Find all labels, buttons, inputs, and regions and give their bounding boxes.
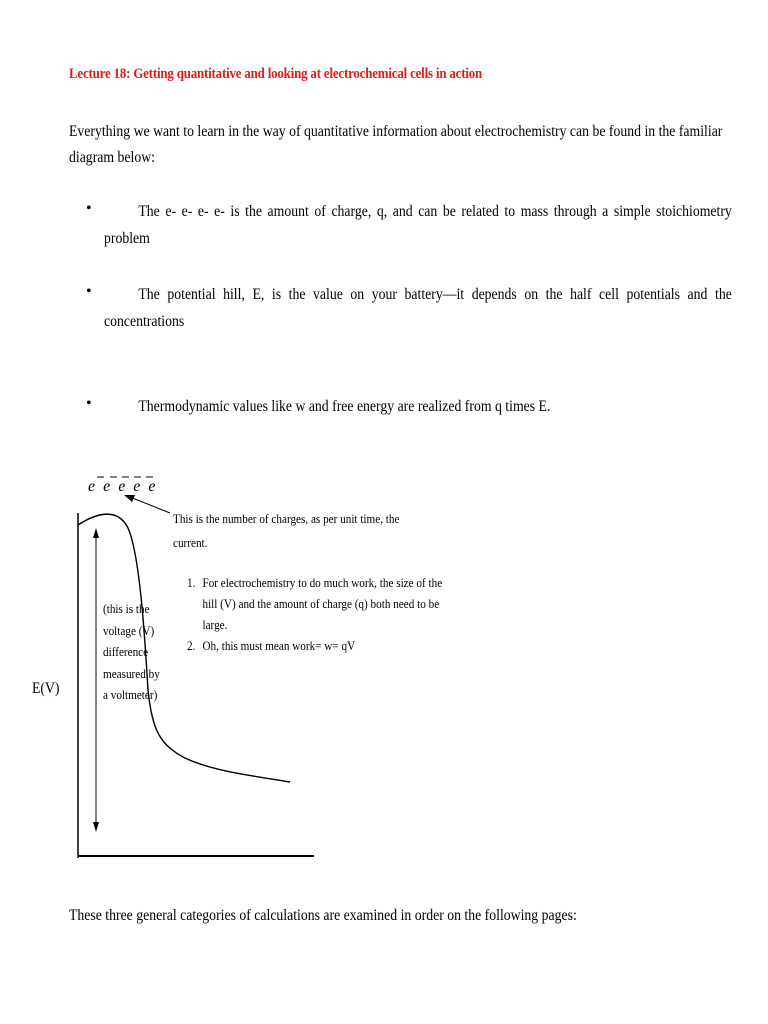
intro-paragraph: Everything we want to learn in the way of quantitative information about electrochemistry can be found in the familiar diagram below:	[69, 123, 723, 166]
bullet-potential	[104, 281, 732, 335]
arrow-head-up	[93, 528, 99, 538]
footer-paragraph: These three general categories of calculations are examined in order on the following pages:	[69, 907, 577, 924]
electron-charges: e e e e e	[88, 478, 158, 495]
bullet-charge-text: The e- e- e- e- is the amount of charge, q, and can be related to mass through a simple stoichiometry problem	[104, 203, 732, 247]
arrow-head-down	[93, 822, 99, 832]
bullet-thermo	[104, 393, 732, 420]
work-list	[187, 572, 445, 656]
list-item-number: 1.	[187, 575, 196, 590]
list-item-number: 2.	[187, 638, 196, 653]
bullet-charge	[104, 198, 732, 252]
voltage-note: (this is the voltage (V) difference measured by a voltmeter)	[103, 601, 160, 702]
current-note: This is the number of charges, as per unit time, the current.	[173, 511, 400, 550]
list-item	[187, 572, 445, 635]
lecture-title: Lecture 18: Getting quantitative and looking at electrochemical cells in action	[69, 66, 483, 82]
charges-pointer-arrow	[130, 497, 170, 513]
bullet-thermo-text: Thermodynamic values like w and free energy are realized from q times E.	[138, 398, 551, 415]
pointer-arrow-head	[124, 495, 135, 502]
bullet-marker: •	[86, 283, 92, 300]
list-item-text: For electrochemistry to do much work, the size of the hill (V) and the amount of charge (q) both need to be large.	[202, 575, 443, 632]
list-item-text: Oh, this must mean work= w= qV	[202, 638, 356, 653]
y-axis-label: E(V)	[32, 680, 60, 697]
bullet-marker: •	[86, 395, 92, 412]
bullet-potential-text: The potential hill, E, is the value on your battery—it depends on the half cell potentials and the concentrations	[104, 286, 732, 330]
bullet-marker: •	[86, 200, 92, 217]
list-item	[187, 635, 445, 656]
